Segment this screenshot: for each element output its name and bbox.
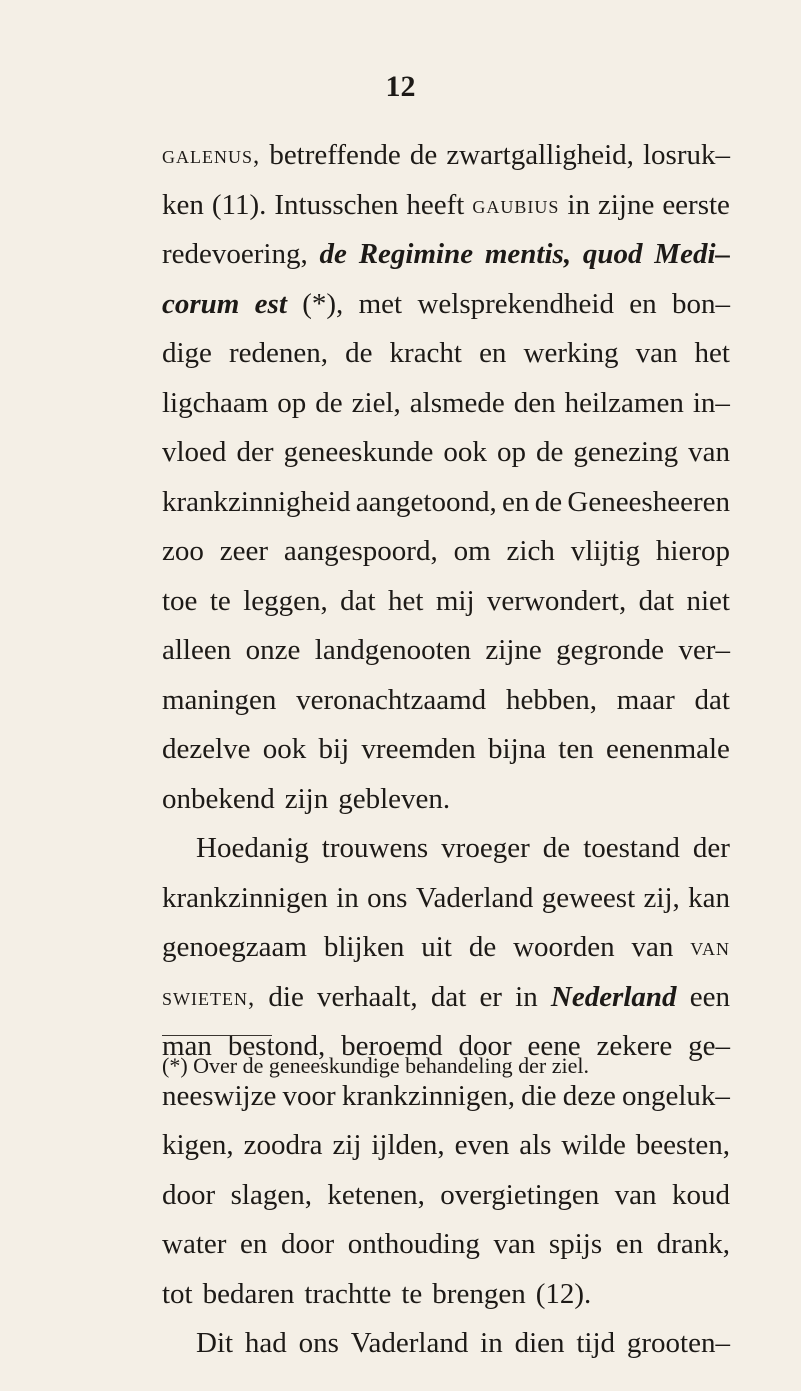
body-text [162, 131, 730, 1369]
text-line [162, 577, 730, 627]
word: in [515, 980, 538, 1013]
word: dat [638, 584, 675, 617]
text-line [162, 379, 730, 429]
word: zijn [284, 782, 329, 815]
text-line [162, 230, 730, 280]
word: onbekend [162, 782, 275, 815]
word: kigen, [162, 1129, 234, 1161]
word: man [162, 1030, 212, 1062]
word: uit [421, 931, 452, 963]
word: van [493, 1228, 536, 1260]
word: water [162, 1228, 227, 1260]
word: kracht [389, 337, 462, 369]
word: vreemden [361, 733, 476, 765]
word: vroeger [441, 832, 530, 864]
word: overgietingen [440, 1178, 600, 1211]
word: Hoedanig [196, 832, 309, 864]
word: der [236, 436, 274, 468]
word: gegronde [556, 634, 665, 666]
word: kan [688, 881, 730, 914]
word: (11). [211, 188, 267, 221]
text-line [162, 874, 730, 924]
word: eerste [662, 188, 730, 221]
word: door [280, 1228, 335, 1260]
word: Vaderland [415, 881, 534, 914]
word: spijs [548, 1228, 603, 1260]
word: bedaren [202, 1277, 295, 1310]
word: ge– [688, 1030, 730, 1062]
word: krankzinnigen, [341, 1079, 515, 1112]
word: vlijtig [570, 535, 641, 567]
word: den [513, 386, 556, 419]
word: galenus, [162, 142, 261, 169]
word: woorden [513, 931, 615, 963]
word: ligchaam [162, 386, 269, 419]
word: wilde [561, 1129, 626, 1161]
word: zijne [597, 188, 655, 221]
word: even [454, 1129, 510, 1161]
word: trouwens [321, 832, 429, 864]
word: tijd [576, 1327, 616, 1359]
word: drank, [656, 1228, 730, 1260]
word: krankzinnigheid [162, 485, 351, 518]
word: had [244, 1327, 287, 1359]
word: dien [514, 1327, 565, 1359]
word: aangetoond, [355, 485, 497, 518]
word: en [240, 1228, 268, 1260]
word: slagen, [230, 1178, 312, 1211]
footnote: (*) Over de geneeskundige behandeling der ziel. [162, 1053, 589, 1078]
word: en [479, 337, 507, 369]
text-line [162, 626, 730, 676]
word: verhaalt, [317, 980, 418, 1013]
word: en [629, 287, 657, 320]
word: est [254, 287, 287, 320]
word: neeswijze [162, 1079, 277, 1112]
word: hierop [655, 535, 730, 567]
word: redenen, [229, 337, 329, 369]
word: genoegzaam [162, 931, 307, 963]
word: mij [435, 584, 475, 617]
text-line [162, 478, 730, 528]
word: trachtte [304, 1277, 392, 1310]
text-line [162, 527, 730, 577]
word: brengen [432, 1277, 526, 1310]
word: een [689, 980, 730, 1013]
word: van [614, 1178, 657, 1211]
word: onthouding [347, 1228, 480, 1260]
word: ook [262, 733, 307, 765]
word: toe [162, 584, 198, 617]
word: bestond, [227, 1030, 326, 1062]
word: zij, [643, 881, 680, 914]
word: ons [367, 881, 408, 914]
word: bij [318, 733, 350, 765]
text-line [162, 923, 730, 973]
word: eene [527, 1030, 581, 1062]
word: maar [616, 683, 675, 716]
word: zwartgalligheid, [446, 139, 634, 171]
word: het [388, 584, 424, 617]
word: landgenooten [314, 634, 471, 666]
word: er [479, 980, 502, 1013]
text-line [162, 676, 730, 726]
word: onze [245, 634, 301, 666]
word: die [521, 1079, 557, 1112]
word: blijken [323, 931, 405, 963]
word: op [277, 386, 307, 419]
word: die [268, 980, 304, 1013]
word: mentis, [484, 238, 572, 270]
word: de [315, 386, 343, 419]
word: alleen [162, 634, 232, 666]
word: en [502, 485, 530, 518]
text-line [162, 329, 730, 379]
word: ver– [678, 634, 730, 666]
word: hebben, [505, 683, 597, 716]
word: niet [686, 584, 730, 617]
text-line [162, 1121, 730, 1171]
word: Dit [196, 1327, 234, 1359]
word: het [694, 337, 730, 369]
text-line [162, 131, 730, 181]
word: de [319, 238, 347, 270]
word: bijna [488, 733, 547, 765]
word: toestand [583, 832, 680, 864]
word: ons [298, 1327, 339, 1359]
word: redevoering, [162, 238, 308, 270]
text-line [162, 1220, 730, 1270]
text-line [162, 973, 730, 1023]
word: ook [443, 436, 487, 468]
word: zeer [219, 535, 269, 567]
word: leggen, [243, 584, 328, 617]
word: welsprekendheid [417, 287, 614, 320]
word: door [458, 1030, 512, 1062]
word: dat [430, 980, 467, 1013]
word: om [453, 535, 491, 567]
word: door [162, 1178, 216, 1211]
word: zoo [162, 535, 204, 567]
word: van [690, 934, 730, 961]
word: dat [340, 584, 376, 617]
word: swieten, [162, 983, 256, 1011]
word: in [480, 1327, 503, 1359]
word: bon– [671, 287, 730, 320]
word: aangespoord, [283, 535, 438, 567]
word: eenenmale [605, 733, 730, 765]
word: geweest [541, 881, 636, 914]
text-line [162, 280, 730, 330]
text-line [162, 428, 730, 478]
word: (12). [535, 1277, 592, 1310]
word: genezing [573, 436, 679, 468]
footnote-rule [162, 1035, 272, 1036]
word: zijne [485, 634, 542, 666]
word: grooten– [626, 1327, 730, 1359]
word: zekere [596, 1030, 673, 1062]
word: (*), [302, 287, 344, 320]
text-line [162, 1270, 730, 1320]
word: vloed [162, 436, 227, 468]
word: geneeskunde [283, 436, 434, 468]
word: verwondert, [486, 584, 627, 617]
word: met [358, 287, 403, 320]
word: ketenen, [327, 1178, 425, 1211]
word: Nederland [550, 980, 677, 1013]
word: corum [162, 287, 240, 320]
word: zij [332, 1129, 362, 1161]
word: betreffende [269, 139, 401, 171]
word: in [567, 188, 590, 221]
word: gebleven. [338, 782, 451, 815]
page-number: 12 [385, 70, 416, 103]
text-line [162, 725, 730, 775]
word: als [519, 1129, 552, 1161]
word: ten [558, 733, 594, 765]
word: de [468, 931, 497, 963]
word: zoodra [243, 1129, 323, 1161]
word: werking [523, 337, 619, 369]
word: van [635, 337, 678, 369]
word: heilzamen [564, 386, 684, 419]
word: beesten, [635, 1129, 730, 1161]
word: heeft [406, 188, 465, 221]
text-line [162, 824, 730, 874]
word: ken [162, 188, 204, 221]
word: maningen [162, 683, 277, 716]
word: beroemd [341, 1030, 443, 1062]
word: de [534, 485, 563, 518]
word: in– [692, 386, 730, 419]
word: ongeluk– [622, 1079, 730, 1112]
word: tot [162, 1277, 193, 1310]
word: in [336, 881, 359, 914]
word: en [615, 1228, 644, 1260]
word: de [535, 436, 564, 468]
word: Geneesheeren [567, 485, 730, 518]
word: de [409, 139, 438, 171]
word: Medi– [654, 238, 730, 270]
word: quod [582, 238, 643, 270]
word: alsmede [409, 386, 505, 419]
word: dezelve [162, 733, 251, 765]
word: Intusschen [274, 188, 399, 221]
word: zich [506, 535, 555, 567]
text-line [162, 1171, 730, 1221]
word: dat [694, 683, 730, 716]
text-line [162, 181, 730, 231]
word: Regimine [358, 238, 474, 270]
word: van [688, 436, 730, 468]
word: deze [562, 1079, 616, 1112]
word: op [496, 436, 526, 468]
word: losruk– [643, 139, 730, 171]
word: voor [282, 1079, 336, 1112]
word: ijlden, [371, 1129, 445, 1161]
word: van [631, 931, 674, 963]
word: koud [672, 1178, 730, 1211]
text-line [162, 775, 730, 825]
word: veronachtzaamd [296, 683, 487, 716]
word: gaubius [472, 191, 560, 219]
word: der [692, 832, 730, 864]
word: de [542, 832, 571, 864]
word: krankzinnigen [162, 881, 328, 914]
text-line [162, 1319, 730, 1369]
word: de [345, 337, 373, 369]
word: dige [162, 337, 212, 369]
word: te [401, 1277, 423, 1310]
word: ziel, [351, 386, 401, 419]
word: te [209, 584, 231, 617]
word: Vaderland [350, 1327, 469, 1359]
